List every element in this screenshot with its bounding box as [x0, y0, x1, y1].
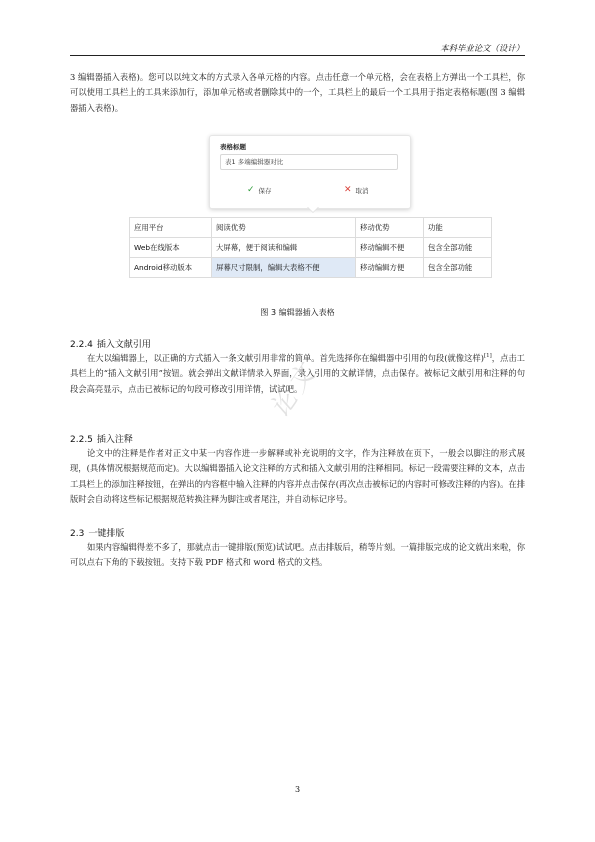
table-caption-input-value: 表1 多端编辑器对比	[225, 158, 284, 166]
popup-pointer	[307, 206, 319, 212]
table-cell[interactable]: 包含全部功能	[423, 258, 491, 278]
section-title: 一键排版	[88, 529, 125, 539]
save-button[interactable]	[247, 185, 272, 195]
figure-caption: 图 3 编辑器插入表格	[260, 308, 335, 317]
cancel-button[interactable]	[344, 185, 369, 195]
table-caption-popup	[209, 135, 411, 209]
section-number: 2.2.5	[70, 435, 93, 445]
running-header: 本科毕业论文（设计）	[440, 43, 524, 53]
header-rule	[70, 55, 525, 56]
table-header-cell[interactable]: 阅读优势	[212, 218, 356, 238]
section-title: 插入注释	[96, 435, 133, 445]
intro-paragraph: 3 编辑器插入表格)。您可以以纯文本的方式录入各单元格的内容。点击任意一个单元格，会在表格上方弹出一个工具栏，你可以使用工具栏上的工具来添加行，添加单元格或者删除其中的一个，工具栏上的最后一个工具用于指定表格标题(图 3 编辑器插入表格)。	[70, 72, 525, 113]
table-header-row	[130, 218, 492, 238]
page-number: 3	[294, 785, 301, 794]
section-heading-2-2-4	[70, 337, 151, 350]
table-header-cell[interactable]: 应用平台	[130, 218, 212, 238]
paragraph-text: 在大以编辑器上，以正确的方式插入一条文献引用非常的简单。首先选择你在编辑器中引用的句段(就像这样)	[87, 353, 484, 363]
section-heading-2-2-5	[70, 432, 133, 445]
table-cell[interactable]: 包含全部功能	[423, 238, 491, 258]
section-number: 2.3	[70, 529, 85, 539]
table-cell[interactable]: 移动编辑不便	[355, 238, 423, 258]
section-2-2-4-paragraph	[70, 351, 525, 397]
editor-table-figure	[129, 135, 492, 285]
check-icon: ✓	[247, 185, 255, 195]
close-icon: ✕	[344, 185, 352, 195]
section-heading-2-3	[70, 526, 124, 539]
save-label: 保存	[258, 186, 272, 195]
table-row	[130, 258, 492, 278]
cancel-label: 取消	[355, 186, 369, 195]
table-caption-input[interactable]	[220, 154, 398, 170]
comparison-table	[129, 217, 492, 278]
table-row	[130, 238, 492, 258]
section-2-2-5-paragraph: 论文中的注释是作者对正文中某一内容作进一步解释或补充说明的文字，作为注释放在页下，一般会以脚注的形式展现，(具体情况根据规范而定)。大以编辑器插入论文注释的方式和插入文献引用的注释相同。标记一段需要注释的文本，点击工具栏上的添加注释按钮，在弹出的内容框中输入注释的内容并点击保存(再次点击被标记的内容时可修改注释的内容)。在排版时会自动将这些标记根据规范转换注释为脚注或者尾注，并自动标记序号。	[70, 448, 525, 505]
table-cell[interactable]: Web在线版本	[130, 238, 212, 258]
table-cell[interactable]: Android移动版本	[130, 258, 212, 278]
watermark: 论文	[264, 356, 324, 424]
table-cell[interactable]: 移动编辑方便	[355, 258, 423, 278]
table-cell-selected[interactable]: 屏幕尺寸限制，编辑大表格不便	[212, 258, 356, 278]
popup-title: 表格标题	[220, 143, 246, 151]
section-2-3-paragraph: 如果内容编辑得差不多了，那就点击一键排版(预览)试试吧。点击排版后，稍等片刻。一篇排版完成的论文就出来啦，你可以点右下角的下载按钮。支持下载 PDF 格式和 word 格式的文档。	[70, 542, 525, 568]
table-header-cell[interactable]: 移动优势	[355, 218, 423, 238]
citation-superscript: [1]	[483, 353, 492, 360]
table-header-cell[interactable]: 功能	[423, 218, 491, 238]
table-cell[interactable]: 大屏幕，便于阅读和编辑	[212, 238, 356, 258]
section-title: 插入文献引用	[96, 340, 151, 350]
paragraph-text: ，点击工具栏上的“插入文献引用”按钮。就会弹出文献详情录入界面，录入引用的文献详情，点击保存。被标记文献引用和注释的句段会高亮显示，点击已被标记的句段可修改引用详情，试试吧。	[70, 353, 525, 394]
section-number: 2.2.4	[70, 340, 93, 350]
